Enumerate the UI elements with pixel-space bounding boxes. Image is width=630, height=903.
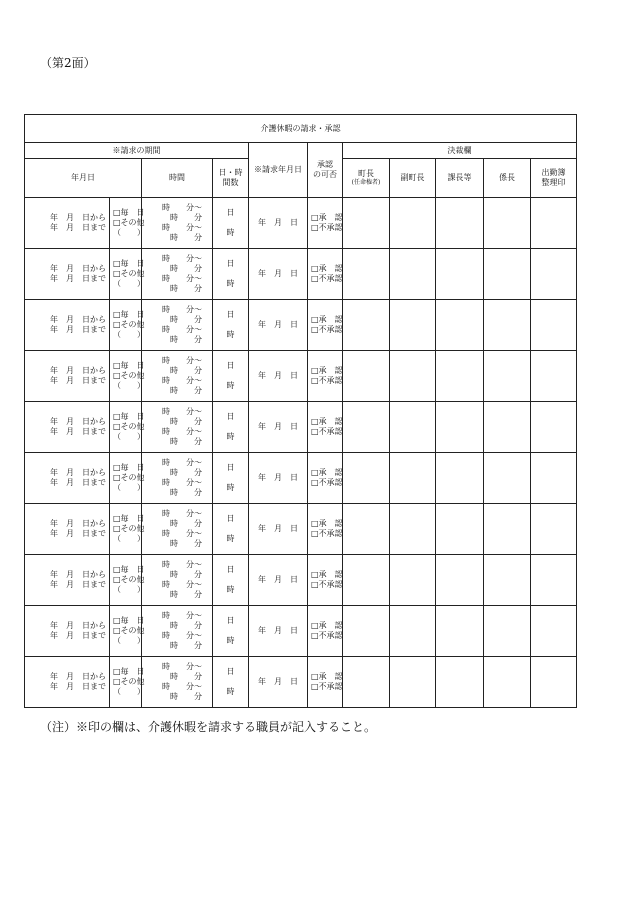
time-line: 時 分 xyxy=(170,284,202,293)
approval-header-line2: の可否 xyxy=(313,170,337,179)
time-line: 時 分～ xyxy=(162,254,202,263)
time-line: 時 分～ xyxy=(162,560,202,569)
approval-cell[interactable] xyxy=(308,555,343,606)
chief-seal-cell[interactable] xyxy=(484,351,531,402)
freq-paren: （ ） xyxy=(113,636,145,645)
deputy-mayor-seal-cell[interactable] xyxy=(390,300,436,351)
deputy-mayor-seal-cell[interactable] xyxy=(390,453,436,504)
freq-paren: （ ） xyxy=(113,330,145,339)
day-hour-header-line1: 日・時 xyxy=(218,168,243,177)
day-hour-header-line2: 間数 xyxy=(222,178,239,187)
time-cell[interactable] xyxy=(142,657,213,708)
approve-checkbox[interactable]: □承 認 xyxy=(311,570,343,579)
time-line: 時 分 xyxy=(170,386,202,395)
time-line: 時 分～ xyxy=(162,407,202,416)
date-to: 年 月 日まで xyxy=(50,580,106,589)
date-header: 年月日 xyxy=(25,159,142,198)
day-hour-cell[interactable] xyxy=(213,198,249,249)
date-range-cell[interactable] xyxy=(25,300,110,351)
day-hour-cell[interactable] xyxy=(213,657,249,708)
approve-checkbox[interactable]: □承 認 xyxy=(311,417,343,426)
freq-other: □その他 xyxy=(113,626,145,635)
frequency-cell[interactable] xyxy=(110,249,145,300)
time-line: 時 分～ xyxy=(162,305,202,314)
hour-unit: 時 xyxy=(226,483,235,492)
deputy-mayor-seal-cell[interactable] xyxy=(390,198,436,249)
date-to: 年 月 日まで xyxy=(50,529,106,538)
disapprove-checkbox[interactable]: □不承認 xyxy=(311,427,343,436)
freq-other: □その他 xyxy=(113,524,145,533)
deputy-mayor-seal-cell[interactable] xyxy=(390,402,436,453)
request-date-cell[interactable]: 年 月 日 xyxy=(249,402,308,453)
time-cell[interactable] xyxy=(142,606,213,657)
time-line: 時 分 xyxy=(170,519,202,528)
day-hour-cell[interactable] xyxy=(213,453,249,504)
mayor-seal-cell[interactable] xyxy=(343,555,390,606)
approval-cell[interactable] xyxy=(308,249,343,300)
attendance-header-line1: 出勤簿 xyxy=(541,168,566,177)
approval-cell[interactable] xyxy=(308,402,343,453)
section-chief-seal-cell[interactable] xyxy=(436,351,484,402)
deputy-mayor-seal-cell[interactable] xyxy=(390,351,436,402)
time-cell[interactable] xyxy=(142,504,213,555)
mayor-seal-cell[interactable] xyxy=(343,453,390,504)
day-unit: 日 xyxy=(226,463,235,472)
attendance-seal-cell[interactable] xyxy=(531,249,577,300)
table-row xyxy=(25,555,577,606)
time-line: 時 分 xyxy=(170,366,202,375)
time-line: 時 分～ xyxy=(162,529,202,538)
attendance-seal-cell[interactable] xyxy=(531,300,577,351)
date-from: 年 月 日から xyxy=(50,417,106,426)
time-line: 時 分 xyxy=(170,641,202,650)
time-line: 時 分 xyxy=(170,539,202,548)
day-unit: 日 xyxy=(226,412,235,421)
freq-paren: （ ） xyxy=(113,687,145,696)
approve-checkbox[interactable]: □承 認 xyxy=(311,264,343,273)
section-chief-seal-cell[interactable] xyxy=(436,657,484,708)
table-row xyxy=(25,351,577,402)
chief-seal-cell[interactable] xyxy=(484,504,531,555)
date-range-cell[interactable] xyxy=(25,606,110,657)
chief-seal-cell[interactable] xyxy=(484,555,531,606)
day-unit: 日 xyxy=(226,208,235,217)
hour-unit: 時 xyxy=(226,636,235,645)
approval-cell[interactable] xyxy=(308,300,343,351)
date-to: 年 月 日まで xyxy=(50,325,106,334)
freq-paren: （ ） xyxy=(113,432,145,441)
request-date-cell[interactable]: 年 月 日 xyxy=(249,504,308,555)
hour-unit: 時 xyxy=(226,534,235,543)
frequency-cell[interactable] xyxy=(110,300,145,351)
day-unit: 日 xyxy=(226,361,235,370)
table-row xyxy=(25,300,577,351)
freq-other: □その他 xyxy=(113,422,145,431)
mayor-note: (任命権者) xyxy=(351,179,381,187)
frequency-cell[interactable] xyxy=(110,402,145,453)
date-from: 年 月 日から xyxy=(50,519,106,528)
hour-unit: 時 xyxy=(226,381,235,390)
freq-other: □その他 xyxy=(113,371,145,380)
time-line: 時 分 xyxy=(170,437,202,446)
mayor-label: 町長 xyxy=(358,169,374,179)
mayor-seal-cell[interactable] xyxy=(343,657,390,708)
disapprove-checkbox[interactable]: □不承認 xyxy=(311,478,343,487)
freq-daily: □毎 日 xyxy=(113,310,145,319)
disapprove-checkbox[interactable]: □不承認 xyxy=(311,274,343,283)
date-from: 年 月 日から xyxy=(50,315,106,324)
time-line: 時 分 xyxy=(170,570,202,579)
request-date-cell[interactable]: 年 月 日 xyxy=(249,657,308,708)
section-chief-header: 課長等 xyxy=(436,159,484,198)
hour-unit: 時 xyxy=(226,432,235,441)
mayor-seal-cell[interactable] xyxy=(343,249,390,300)
request-date-cell[interactable]: 年 月 日 xyxy=(249,351,308,402)
time-line: 時 分 xyxy=(170,488,202,497)
deputy-mayor-seal-cell[interactable] xyxy=(390,606,436,657)
mayor-seal-cell[interactable] xyxy=(343,606,390,657)
chief-seal-cell[interactable] xyxy=(484,198,531,249)
time-line: 時 分～ xyxy=(162,509,202,518)
time-line: 時 分～ xyxy=(162,203,202,212)
chief-seal-cell[interactable] xyxy=(484,453,531,504)
table-row xyxy=(25,453,577,504)
frequency-cell[interactable] xyxy=(110,504,145,555)
time-line: 時 分～ xyxy=(162,662,202,671)
section-chief-seal-cell[interactable] xyxy=(436,504,484,555)
freq-other: □その他 xyxy=(113,575,145,584)
table-row xyxy=(25,198,577,249)
hour-unit: 時 xyxy=(226,279,235,288)
frequency-cell[interactable] xyxy=(110,351,145,402)
freq-paren: （ ） xyxy=(113,534,145,543)
hour-unit: 時 xyxy=(226,228,235,237)
freq-daily: □毎 日 xyxy=(113,514,145,523)
leave-request-table xyxy=(24,114,577,708)
date-range-cell[interactable] xyxy=(25,657,110,708)
table-row xyxy=(25,249,577,300)
attendance-seal-cell[interactable] xyxy=(531,351,577,402)
freq-other: □その他 xyxy=(113,473,145,482)
decision-group-header: 決裁欄 xyxy=(343,143,577,159)
mayor-seal-cell[interactable] xyxy=(343,351,390,402)
deputy-mayor-seal-cell[interactable] xyxy=(390,657,436,708)
section-chief-seal-cell[interactable] xyxy=(436,300,484,351)
table-row xyxy=(25,402,577,453)
day-hour-cell[interactable] xyxy=(213,504,249,555)
freq-daily: □毎 日 xyxy=(113,565,145,574)
hour-unit: 時 xyxy=(226,585,235,594)
request-date-cell[interactable]: 年 月 日 xyxy=(249,249,308,300)
deputy-mayor-header: 副町長 xyxy=(390,159,436,198)
time-line: 時 分～ xyxy=(162,356,202,365)
approve-checkbox[interactable]: □承 認 xyxy=(311,672,343,681)
approve-checkbox[interactable]: □承 認 xyxy=(311,213,343,222)
time-line: 時 分 xyxy=(170,233,202,242)
section-chief-seal-cell[interactable] xyxy=(436,453,484,504)
approval-cell[interactable] xyxy=(308,198,343,249)
section-chief-seal-cell[interactable] xyxy=(436,555,484,606)
time-line: 時 分 xyxy=(170,692,202,701)
date-range-cell[interactable] xyxy=(25,402,110,453)
freq-paren: （ ） xyxy=(113,585,145,594)
request-date-cell[interactable]: 年 月 日 xyxy=(249,300,308,351)
time-cell[interactable] xyxy=(142,402,213,453)
attendance-header xyxy=(531,159,577,198)
chief-header: 係長 xyxy=(484,159,531,198)
time-line: 時 分～ xyxy=(162,611,202,620)
freq-daily: □毎 日 xyxy=(113,208,145,217)
day-hour-header xyxy=(213,159,249,198)
table-title: 介護休暇の請求・承認 xyxy=(25,115,577,143)
time-line: 時 分～ xyxy=(162,223,202,232)
request-date-cell[interactable]: 年 月 日 xyxy=(249,555,308,606)
attendance-seal-cell[interactable] xyxy=(531,402,577,453)
time-line: 時 分～ xyxy=(162,458,202,467)
attendance-seal-cell[interactable] xyxy=(531,606,577,657)
day-unit: 日 xyxy=(226,667,235,676)
date-range-cell[interactable] xyxy=(25,351,110,402)
mayor-seal-cell[interactable] xyxy=(343,402,390,453)
attendance-seal-cell[interactable] xyxy=(531,198,577,249)
day-unit: 日 xyxy=(226,616,235,625)
approval-cell[interactable] xyxy=(308,504,343,555)
approval-cell[interactable] xyxy=(308,351,343,402)
hour-unit: 時 xyxy=(226,687,235,696)
disapprove-checkbox[interactable]: □不承認 xyxy=(311,223,343,232)
approve-checkbox[interactable]: □承 認 xyxy=(311,468,343,477)
time-cell[interactable] xyxy=(142,300,213,351)
freq-other: □その他 xyxy=(113,269,145,278)
freq-daily: □毎 日 xyxy=(113,463,145,472)
frequency-cell[interactable] xyxy=(110,606,145,657)
date-to: 年 月 日まで xyxy=(50,427,106,436)
time-cell[interactable] xyxy=(142,453,213,504)
table-row xyxy=(25,657,577,708)
disapprove-checkbox[interactable]: □不承認 xyxy=(311,580,343,589)
period-group-header: ※請求の期間 xyxy=(25,143,249,159)
approval-cell[interactable] xyxy=(308,657,343,708)
date-from: 年 月 日から xyxy=(50,213,106,222)
time-line: 時 分～ xyxy=(162,427,202,436)
day-hour-cell[interactable] xyxy=(213,606,249,657)
disapprove-checkbox[interactable]: □不承認 xyxy=(311,631,343,640)
frequency-cell[interactable] xyxy=(110,555,145,606)
frequency-cell[interactable] xyxy=(110,657,145,708)
freq-other: □その他 xyxy=(113,320,145,329)
chief-seal-cell[interactable] xyxy=(484,606,531,657)
attendance-seal-cell[interactable] xyxy=(531,555,577,606)
chief-seal-cell[interactable] xyxy=(484,657,531,708)
attendance-seal-cell[interactable] xyxy=(531,453,577,504)
date-range-cell[interactable] xyxy=(25,198,110,249)
freq-paren: （ ） xyxy=(113,228,145,237)
deputy-mayor-seal-cell[interactable] xyxy=(390,249,436,300)
date-from: 年 月 日から xyxy=(50,672,106,681)
time-line: 時 分 xyxy=(170,315,202,324)
date-from: 年 月 日から xyxy=(50,468,106,477)
table-row xyxy=(25,504,577,555)
time-cell[interactable] xyxy=(142,249,213,300)
day-hour-cell[interactable] xyxy=(213,555,249,606)
section-chief-seal-cell[interactable] xyxy=(436,606,484,657)
mayor-seal-cell[interactable] xyxy=(343,504,390,555)
footnote: （注）※印の欄は、介護休暇を請求する職員が記入すること。 xyxy=(40,720,377,734)
request-date-cell[interactable]: 年 月 日 xyxy=(249,606,308,657)
date-to: 年 月 日まで xyxy=(50,376,106,385)
time-line: 時 分～ xyxy=(162,325,202,334)
approve-checkbox[interactable]: □承 認 xyxy=(311,366,343,375)
time-line: 時 分 xyxy=(170,672,202,681)
date-to: 年 月 日まで xyxy=(50,631,106,640)
time-line: 時 分～ xyxy=(162,376,202,385)
deputy-mayor-seal-cell[interactable] xyxy=(390,555,436,606)
time-cell[interactable] xyxy=(142,198,213,249)
freq-other: □その他 xyxy=(113,677,145,686)
freq-daily: □毎 日 xyxy=(113,616,145,625)
attendance-seal-cell[interactable] xyxy=(531,504,577,555)
time-cell[interactable] xyxy=(142,555,213,606)
frequency-cell[interactable] xyxy=(110,198,145,249)
date-to: 年 月 日まで xyxy=(50,478,106,487)
time-line: 時 分 xyxy=(170,335,202,344)
approval-header xyxy=(308,143,343,198)
date-to: 年 月 日まで xyxy=(50,274,106,283)
time-line: 時 分 xyxy=(170,590,202,599)
day-unit: 日 xyxy=(226,259,235,268)
attendance-seal-cell[interactable] xyxy=(531,657,577,708)
disapprove-checkbox[interactable]: □不承認 xyxy=(311,325,343,334)
section-chief-seal-cell[interactable] xyxy=(436,198,484,249)
approve-checkbox[interactable]: □承 認 xyxy=(311,621,343,630)
request-date-header: ※請求年月日 xyxy=(249,143,308,198)
time-line: 時 分～ xyxy=(162,478,202,487)
hour-unit: 時 xyxy=(226,330,235,339)
approval-cell[interactable] xyxy=(308,606,343,657)
attendance-header-line2: 整理印 xyxy=(541,178,566,187)
section-chief-seal-cell[interactable] xyxy=(436,402,484,453)
time-line: 時 分～ xyxy=(162,631,202,640)
freq-daily: □毎 日 xyxy=(113,412,145,421)
request-date-cell[interactable]: 年 月 日 xyxy=(249,453,308,504)
freq-daily: □毎 日 xyxy=(113,259,145,268)
date-from: 年 月 日から xyxy=(50,366,106,375)
date-range-cell[interactable] xyxy=(25,504,110,555)
date-from: 年 月 日から xyxy=(50,621,106,630)
date-range-cell[interactable] xyxy=(25,453,110,504)
time-line: 時 分～ xyxy=(162,580,202,589)
approval-header-line1: 承認 xyxy=(317,160,333,169)
chief-seal-cell[interactable] xyxy=(484,402,531,453)
time-header: 時間 xyxy=(142,159,213,198)
date-to: 年 月 日まで xyxy=(50,682,106,691)
time-line: 時 分～ xyxy=(162,274,202,283)
approve-checkbox[interactable]: □承 認 xyxy=(311,519,343,528)
freq-paren: （ ） xyxy=(113,279,145,288)
time-line: 時 分 xyxy=(170,417,202,426)
approve-checkbox[interactable]: □承 認 xyxy=(311,315,343,324)
disapprove-checkbox[interactable]: □不承認 xyxy=(311,376,343,385)
day-unit: 日 xyxy=(226,514,235,523)
freq-paren: （ ） xyxy=(113,483,145,492)
freq-paren: （ ） xyxy=(113,381,145,390)
day-hour-cell[interactable] xyxy=(213,300,249,351)
mayor-header xyxy=(343,159,390,198)
date-from: 年 月 日から xyxy=(50,264,106,273)
date-to: 年 月 日まで xyxy=(50,223,106,232)
day-hour-cell[interactable] xyxy=(213,402,249,453)
mayor-seal-cell[interactable] xyxy=(343,198,390,249)
chief-seal-cell[interactable] xyxy=(484,249,531,300)
day-hour-cell[interactable] xyxy=(213,351,249,402)
disapprove-checkbox[interactable]: □不承認 xyxy=(311,682,343,691)
time-line: 時 分 xyxy=(170,213,202,222)
freq-other: □その他 xyxy=(113,218,145,227)
freq-daily: □毎 日 xyxy=(113,361,145,370)
frequency-cell[interactable] xyxy=(110,453,145,504)
approval-cell[interactable] xyxy=(308,453,343,504)
freq-daily: □毎 日 xyxy=(113,667,145,676)
mayor-seal-cell[interactable] xyxy=(343,300,390,351)
day-hour-cell[interactable] xyxy=(213,249,249,300)
day-unit: 日 xyxy=(226,310,235,319)
disapprove-checkbox[interactable]: □不承認 xyxy=(311,529,343,538)
chief-seal-cell[interactable] xyxy=(484,300,531,351)
section-chief-seal-cell[interactable] xyxy=(436,249,484,300)
time-cell[interactable] xyxy=(142,351,213,402)
time-line: 時 分～ xyxy=(162,682,202,691)
date-range-cell[interactable] xyxy=(25,249,110,300)
page-label: （第2面） xyxy=(40,56,96,70)
time-line: 時 分 xyxy=(170,264,202,273)
deputy-mayor-seal-cell[interactable] xyxy=(390,504,436,555)
time-line: 時 分 xyxy=(170,468,202,477)
table-row xyxy=(25,606,577,657)
date-from: 年 月 日から xyxy=(50,570,106,579)
request-date-cell[interactable]: 年 月 日 xyxy=(249,198,308,249)
date-range-cell[interactable] xyxy=(25,555,110,606)
time-line: 時 分 xyxy=(170,621,202,630)
day-unit: 日 xyxy=(226,565,235,574)
